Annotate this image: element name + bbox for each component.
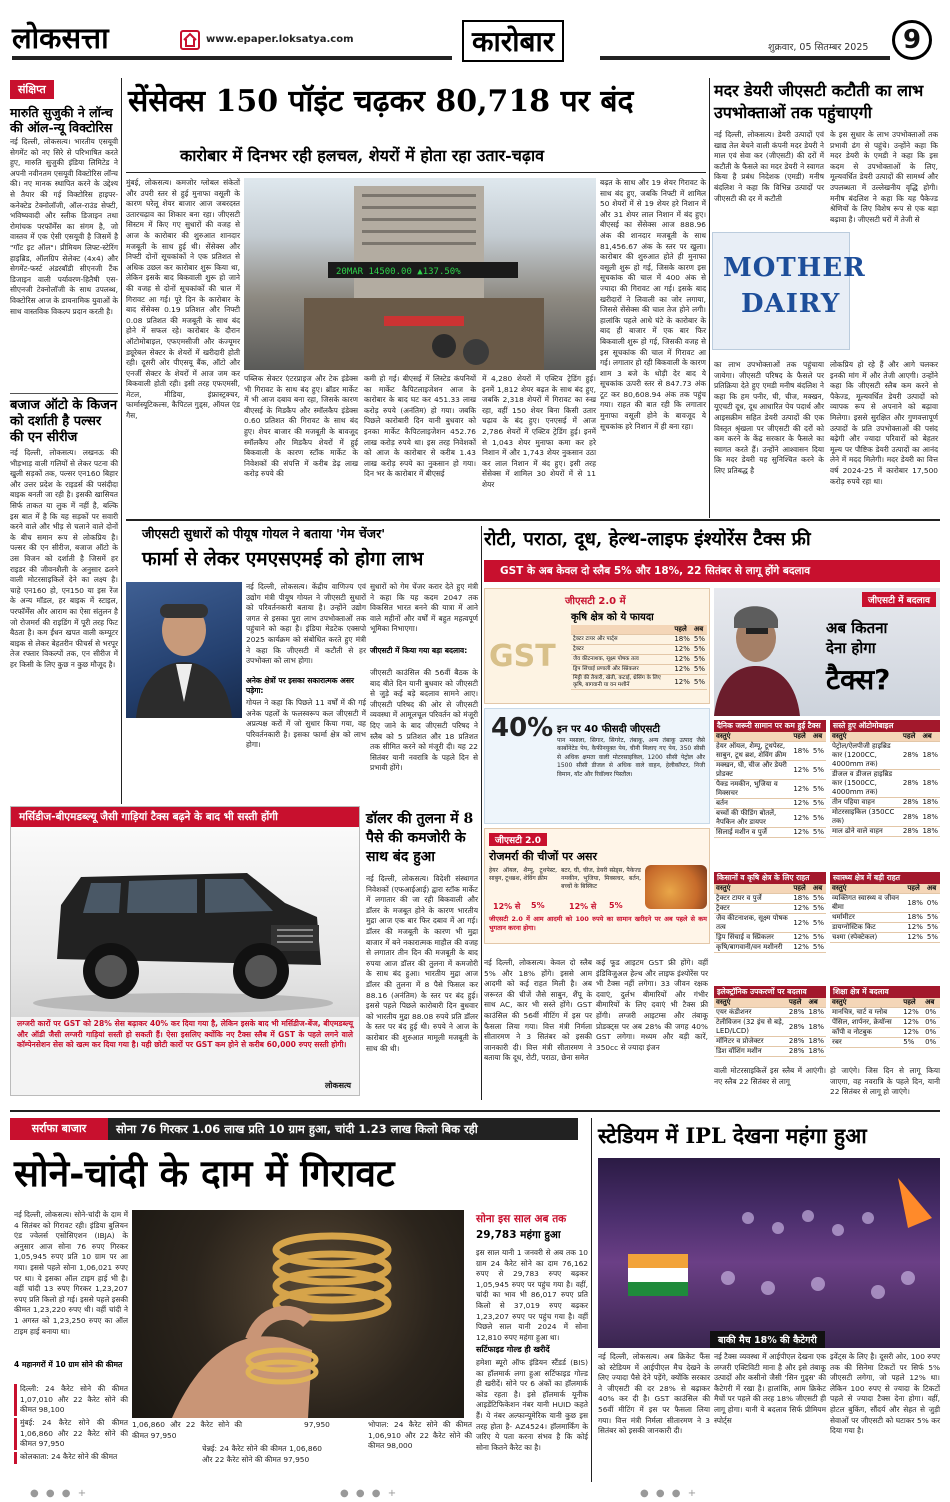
table-row: मक्खन, घी, चीज और डेयरी प्रोडक्ट 12% 5% (716, 761, 824, 778)
list-item: 1,06,860 और 22 कैरेट सोने की कीमत 97,950 (132, 1420, 242, 1440)
table-row: ट्रैक्टर 12% 5% (573, 645, 705, 653)
table-row: हेयर ऑयल, शैम्पू, टूथपेस्ट, साबुन, टूथ ब्रश, शेविंग क्रीम 18% 5% (716, 742, 824, 759)
sidebar-label: संक्षिप्त (10, 80, 54, 99)
sidebar-divider (121, 78, 122, 804)
lead-column-1: मुंबई, लोकसत्य। कमजोर ग्लोबल संकेतों और उपरी स्तर से हुई मुनाफा वसूली के कारण घरेलू शेयर बाजार आज जबरदस्त उतारचढ़ाव का शिकार बना रहा। जीएसटी सिस्टम में किए गए सुधारों की वजह से आज के कारोबार की शुरुआत शानदार मजबूती के साथ हुई थी। सेंसेक्स और निफ्टी दोनों सूचकांकों ने एक प्रतिशत से अधिक उछल कर कारोबार शुरू किया था, लेकिन इसके बाद बिकवाली शुरू हो जाने की वजह से दोनों सूचकांकों की चाल में गिरावट आ गई। पूरे दिन के कारोबार के बाद सेंसेक्स 0.19 प्रतिशत और निफ्टी 0.08 प्रतिशत की मजबूती के साथ बंद होने में सफल रहे। कारोबार के दौरान ऑटोमोबाइल, एफएमसीजी और कंज्यूमर ड्यूरेबल सेक्टर के शेयरों में खरीदारी होती रही। दूसरी ओर पीएसयू बैंक, ऑटो और एनर्जी सेक्टर के शेयरों में आज जम कर बिकवाली होती रही। इसी तरह एफएमसी, मेटल, मीडिया, इंफ्रास्ट्रक्चर, फार्मास्यूटिकल्स, कैपिटल गुड्स, ऑयल एंड गैस, (126, 178, 240, 421)
table-row: सिलाई मशीन व पुर्जे 12% 5% (716, 828, 824, 836)
bullion-ticker-text: सोना 76 गिरकर 1.06 लाख प्रति 10 ग्राम हुआ, चांदी 1.23 लाख किलो बिक रही (116, 1122, 478, 1136)
bullion-ticker (108, 1118, 578, 1140)
masthead-line-right (600, 56, 890, 60)
gst-agri-title: कृषि क्षेत्र को ये फायदा (571, 612, 654, 623)
table-row: कॉपी व नोटबुक 12% 0% (830, 1028, 940, 1038)
mother-dairy-logo (712, 232, 866, 350)
logo-word-2: DAIRY (741, 289, 841, 319)
car-box (10, 806, 360, 1096)
finance-minister-photo (714, 588, 804, 716)
sidebar-story-2-title: बजाज ऑटो के किजन को दर्शाती है पल्सर की एन सीरीज (10, 393, 118, 446)
table-row: पैक्ड नमकीन, भुजिया व मिक्सचर 12% 5% (716, 780, 824, 797)
gst-40-body: पान मसाला, सिगार, सिगरेट, तंबाकू, अन्य तंबाकू उत्पाद जैसे कार्बोनेटेड पेय, कैफीनयुक्त पेय, चीनी मिलाए गए पेय, 350 सीसी से अधिक क्षमता वाली मोटरसाइकिल, 1200 सीसी पेट्रोल और 1500 सीसी डीजल से अधिक वाले वाहन, हेलीकॉप्टर, निजी विमान, यॉट और रिवॉल्वर पिस्तौल। (557, 737, 705, 778)
gst-tax-title-3: टैक्स? (826, 663, 891, 696)
table-row: ट्रैक्टर टायर और पार्ट्स 18% 5% (573, 635, 705, 643)
table-title: किसानों व कृषि क्षेत्र के लिए राहत (714, 872, 826, 884)
dollar-headline: डॉलर की तुलना में 8 पैसे की कमजोरी के साथ बंद हुआ (366, 811, 474, 865)
list-item: 97,950 (304, 1420, 330, 1429)
mother-dairy-column-3: का लाभ उपभोक्ताओं तक पहुंचाया जायेगा। जीएसटी परिषद के फैसले पर प्रतिक्रिया देते हुए एमडी मनीष बंदलिश ने कहा कि हम पनीर, घी, चीज, मक्खन, यूएचटी दूध, दूध आधारित पेय पदार्थ और आइसक्रीम सहित डेयरी उत्पादों की एक विस्तृत श्रृंखला पर जीएसटी की दरों को कम करने के केंद्र सरकार के फैसले का स्वागत करते हैं। उन्होंने आश्वासन दिया कि मदर डेयरी यह सुनिश्चित करने के लिए प्रतिबद्ध है (714, 360, 824, 475)
gold-price-strip (132, 1420, 472, 1480)
pharma-column-1: नई दिल्ली, लोकसत्य। केंद्रीय वाणिज्य एवं उद्योग मंत्री पीयूष गोयल ने जीएसटी सुधारों को परिवर्तनकारी बताया है। उन्होंने उद्योग जगत से इसका पूरा लाभ उपभोक्ताओं तक पहुंचाने को कहा है। इंडिया मेडटेक एक्सपो 2025 कार्यक्रम को संबोधित करते हुए मंत्री ने कहा कि जीएसटी में कटौती से हर उपभोक्ता को लाभ होगा। (246, 582, 366, 666)
gold-subhead-1: सोना इस साल अब तक (476, 1213, 567, 1225)
gold-body-3: हमेशा ब्यूरो ऑफ इंडियन स्टैंडर्ड (BIS) का हॉलमार्क लगा हुआ सर्टिफाइड गोल्ड ही खरीदें। सोने पर 6 अंकों का हॉलमार्क कोड रहता है। इसे हॉलमार्क यूनीक आइडेंटिफिकेशन नंबर यानी HUID कहते हैं। ये नंबर अल्फान्यूमेरिक यानी कुछ इस तरह होता है- AZ4524। हॉलमार्किंग के जरिए ये पता करना संभव है कि कोई सोना कितने कैरेट का है। (476, 1358, 588, 1452)
gold-headline: सोने-चांदी के दाम में गिरावट (14, 1151, 395, 1195)
gst-letters: GST (489, 639, 556, 674)
mother-dairy-headline: मदर डेयरी जीएसटी कटौती का लाभ उपभोक्ताओं तक पहुंचाएगी (714, 81, 924, 122)
gst-daily-title: रोजमर्रा की चीजों पर असर (489, 850, 597, 863)
table-row: पेट्रोल/ऐलपीजी हाइब्रिड कार (1200CC, 4000mm तक) 28% 18% (832, 742, 938, 768)
section-name: कारोबार (462, 20, 564, 62)
pharma-subhead-1: अनेक क्षेत्रों पर इसका सकारात्मक असर पड़ेगा: (246, 676, 354, 695)
list-item: मुंबई: 24 कैरेट सोने की कीमत 1,06,860 और 22 कैरेट सोने की कीमत 97,950 (14, 1418, 128, 1450)
table-row: एयर कंडीशनर 28% 18% (716, 1008, 824, 1016)
mother-dairy-column-4: लोकप्रिय हो रहे हैं और आगे चलकर इनकी मांग में और तेजी आएगी। उन्होंने कहा कि जीएसटी स्लैब कम करने से पैकेज्ड, मूल्यवर्धित डेयरी उत्पादों को व्यापक रूप से अपनाने को बढ़ावा मिलेगा। इससे सुरक्षित और गुणवत्तापूर्ण उत्पादों के प्रति उपभोक्ताओं की पसंद बढ़ेगी और ज्यादा परिवारों को बेहतर मूल्य पर पौष्टिक डेयरी उत्पादों का आनंद लेने में मदद मिलेगी। मदर डेयरी का वित्त वर्ष 2024-25 में कारोबार 17,500 करोड़ रुपये रहा था। (830, 360, 938, 486)
table-row: डायग्नोस्टिक किट 12% 5% (832, 923, 938, 931)
table-row: डीजल व डीजल हाइब्रिड कार (1500CC, 4000mm तक) 28% 18% (832, 770, 938, 796)
gst-40-box (484, 708, 710, 824)
table-row: ट्रैक्टर टायर व पुर्जे 18% 5% (716, 894, 824, 902)
gst-tax-tag: जीएसटी में बदलाव (862, 592, 936, 607)
table-title: दैनिक जरूरी सामान पर कम हुई टैक्स (714, 720, 826, 732)
ipl-headline: स्टेडियम में IPL देखना महंगा हुआ (598, 1123, 867, 1148)
gst-daily-a-after: 5% (531, 901, 545, 910)
print-mark-dots: ● ● ● + (640, 1488, 699, 1499)
table-automobile: सस्ते हुए ऑटोमोबाइल वस्तुएं पहले अब पेट्रोल/ऐलपीजी हाइब्रिड कार (1200CC, 4000mm तक) 28% 18% डीजल व डीजल हाइब्रिड कार (1500CC, 4000mm तक) 28% 18% तीन पहिया वाहन 28% 18% मोटरसाइकिल (350CC तक) 28% 18% माल ढोने वाले वाहन 28% 18% (832, 721, 938, 835)
bottom-divider (591, 1118, 592, 1482)
lead-column-2: पब्लिक सेक्टर एंटरप्राइज और टेक इंडेक्स भी गिरावट के साथ बंद हुए। ब्रॉडर मार्केट में भी आज दबाव बना रहा, जिसके कारण बीएसई के मिडकैप और स्मॉलकैप इंडेक्स 0.60 प्रतिशत की गिरावट के साथ बंद हुए। शेयर बाजार की मजबूती के बावजूद स्मॉलकैप और मिडकैप शेयरों में हुई बिकवाली के कारण स्टॉक मार्केट के निवेशकों की संपत्ति में करीब डेढ़ लाख करोड़ रुपये की (244, 374, 358, 479)
lead-column-4: में 4,280 शेयरों में एक्टिव ट्रेडिंग हुई। इनमें 1,812 शेयर बढ़त के साथ बंद हुए, जबकि 2,318 शेयरों में गिरावट का रुख रहा, वहीं 150 शेयर बिना किसी उतार चढ़ाव के बंद हुए। एनएसई में आज 2,786 शेयरों में एक्टिव ट्रेडिंग हुई। इनमें से 1,043 शेयर मुनाफा कमा कर हरे निशान में और 1,743 शेयर नुकसान उठा कर लाल निशान में बंद हुए। इसी तरह सेंसेक्स में शामिल 30 शेयरों में से 11 शेयर (482, 374, 596, 489)
table-row: ड्रिप सिंचाई प्रणाली और स्प्रिंकलर 12% 5% (573, 665, 705, 673)
ipl-photo-tag: बाकी मैच 18% की कैटेगरी (710, 1331, 825, 1348)
table-title: शिक्षा क्षेत्र में बदलाव (830, 986, 940, 998)
table-row: डिश वॉशिंग मशीन 28% 18% (716, 1047, 824, 1055)
list-item: कोलकाता: 24 कैरेट सोने की कीमत (14, 1452, 128, 1464)
lead-column-5: बढ़त के साथ और 19 शेयर गिरावट के साथ बंद हुए, जबकि निफ्टी में शामिल 50 शेयरों में से 19 शेयर हरे निशान में और 31 शेयर लाल निशान में बंद हुए। बीएसई का सेंसेक्स आज 888.96 अंक की शानदार मजबूती के साथ 81,456.67 अंक के स्तर पर खुला। कारोबार की शुरुआत होते ही मुनाफा वसूली शुरू हो गई, जिसके कारण इस सूचकांक की चाल में 400 अंक से ज्यादा की गिरावट आ गई। इसके बाद खरीदारों ने लिवाली का जोर लगाया, जिससे सेंसेक्स की चाल तेज होने लगी। हालांकि पहले आधे घंटे के कारोबार के बाद ही बाजार में एक बार फिर बिकवाली शुरू हो गई, जिसकी वजह से इस सूचकांक की चाल में गिरावट आ गई। लगातार हो रही बिकवाली के कारण शाम 3 बजे के थोड़ी देर बाद ये सूचकांक ऊपरी स्तर से 847.73 अंक टूट कर 80,608.94 अंक तक पहुंच गया। राहत की बात रही कि लगातार मुनाफा वसूली होने के बावजूद ये सूचकांक हरे निशान में ही बना रहा। (600, 178, 707, 431)
gst-daily-a-before: 12% से (493, 902, 521, 911)
gst-daily-box (484, 828, 710, 944)
agri-th-before: पहले (672, 625, 692, 635)
table-row: ट्रैक्टर 12% 5% (716, 904, 824, 912)
table-title: सस्ते हुए ऑटोमोबाइल (830, 720, 940, 732)
table-row: कृषि/बागवानी/वन मशीनरी 12% 5% (716, 943, 824, 951)
agri-th-after: अब (692, 625, 707, 635)
gst-daily-b-before: 12% से (569, 902, 597, 911)
bullion-label: सर्राफा बाजार (10, 1118, 108, 1140)
table-row: मोटरसाइकिल (350CC तक) 28% 18% (832, 808, 938, 825)
car-banner: मर्सिडीज-बीएमडब्ल्यू जैसी गाड़ियां टैक्स बढ़ने के बाद भी सस्ती होंगी (11, 807, 359, 827)
issue-date: शुक्रवार, 05 सितम्बर 2025 (768, 42, 869, 53)
gold-subhead-3: सर्टिफाइड गोल्ड ही खरीदें (476, 1345, 550, 1354)
gst-daily-tag: जीएसटी 2.0 (489, 833, 547, 846)
table-row: मॉनिटर व प्रोजेक्टर 28% 18% (716, 1037, 824, 1045)
middle-divider (481, 526, 482, 1100)
table-education: शिक्षा क्षेत्र में बदलाव वस्तुएं पहले अब मानचित्र, चार्ट व ग्लोब 12% 0% पेंसिल, शार्पनर, क्रेयॉन्स 12% 0% कॉपी व नोटबुक 12% 0% रबर 5% 0% (830, 986, 940, 1048)
gold-jewellery-photo (132, 1210, 464, 1418)
svg-text:20MAR 14500.00 ▲137.50%: 20MAR 14500.00 ▲137.50% (336, 267, 461, 277)
lead-subhead: कारोबार में दिनभर रही हलचल, शेयरों में होता रहा उतार-चढ़ाव (180, 146, 544, 165)
table-row: पेंसिल, शार्पनर, क्रेयॉन्स 12% 0% (830, 1018, 940, 1028)
gst-story-column-3: वाली मोटरसाइकिलें इस स्लैब में आएंगी। नए स्लैब 22 सितंबर से लागू (714, 1066, 826, 1086)
mother-dairy-column-2a: के इस सुधार के लाभ उपभोक्ताओं तक प्रभावी ढंग से पहुंचे। उन्होंने कहा कि मदर डेयरी के एमडी ने कहा कि इस कदम से उपभोक्ताओं के लिए, मूल्यवर्धित डेयरी उत्पादों की सामर्थ्य और उपलब्धता में उल्लेखनीय वृद्धि होगी। मनीष बंदलिश ने कहा कि यह पैकेज्ड श्रेणियों के लिए विशेष रूप से एक बड़ा बढ़ावा है। जीएसटी घरों में तेजी से (830, 130, 938, 224)
gold-metro-list (14, 1384, 128, 1464)
gst-bar: GST के अब केवल दो स्लैब 5% और 18%, 22 सितंबर से लागू होंगे बदलाव (484, 560, 940, 582)
lead-headline: सेंसेक्स 150 पॉइंट चढ़कर 80,718 पर बंद (128, 84, 634, 119)
gst-agri-table (571, 625, 707, 690)
table-row: बच्चों की फीडिंग बोतलें, नैपकिन और डायपर 12% 5% (716, 809, 824, 826)
gold-body-2: इस साल यानी 1 जनवरी से अब तक 10 ग्राम 24 कैरेट सोने का दाम 76,162 रुपए से 29,783 रुपए बढ़कर 1,05,945 रुपए पर पहुंच गया है। वहीं, चांदी का भाव भी 86,017 रुपए प्रति किलो से 37,019 रुपए बढ़कर 1,23,207 रुपए पर पहुंच गया है। वहीं पिछले साल यानी 2024 में सोना 12,810 रुपए महंगा हुआ था। (476, 1248, 588, 1342)
dollar-body: नई दिल्ली, लोकसत्य। विदेशी संस्थागत निवेशकों (एफआईआई) द्वारा स्टॉक मार्केट में लगातार की जा रही बिकवाली और डॉलर के मजबूत होने के कारण भारतीय मुद्रा आज एक बार फिर दबाव में आ गई। डॉलर की मजबूती के कारण भी मुद्रा बाजार में बने नकारात्मक माहौल की वजह से लगातार तीन दिन की मजबूती के बाद रुपया आज डॉलर की तुलना में कमजोरी के साथ बंद हुआ। भारतीय मुद्रा आज डॉलर की तुलना में 8 पैसे फिसल कर 88.16 (अनंतिम) के स्तर पर बंद हुई। इससे पहले पिछले कारोबारी दिन बुधवार को भारतीय मुद्रा 88.08 रुपये प्रति डॉलर के स्तर पर बंद हुई थी। रुपये ने आज के कारोबार की शुरुआत मामूली मजबूती के साथ की थी। (366, 874, 478, 1053)
car-caption: लग्जरी कारों पर GST को 28% सेस बढ़ाकर 40% कर दिया गया है, लेकिन इसके बाद भी मर्सिडीज-बेंज, बीएमडब्ल्यू और ऑडी जैसी लग्जरी गाड़ियां सस्ती हो सकती हैं। ऐसा इसलिए क्योंकि नए टैक्स स्लैब में GST के पहले लगने वाले कॉम्पेनसेशन सेस को खत्म कर दिया गया है। यही छोटी कारों पर GST कम होने से करीब 60,000 रुपए सस्ती होगी। (17, 1019, 353, 1050)
gst-daily-a: हेयर ऑयल, शैम्पू, टूथपेस्ट, साबुन, टूथब्रश, शेविंग क्रीम (489, 867, 557, 882)
table-row: टेलीविजन (32 इंच से बड़े, LED/LCD) 28% 18% (716, 1018, 824, 1035)
gst-story-column-4: हो जाएंगे। जिस दिन से लागू किया जाएगा, वह नवरात्रि के पहले दिन, यानी 22 सितंबर से लागू हो जाएंगे। (830, 1066, 940, 1097)
gst-story-column-2: कई फूड आइटम GST फ्री होंगे। वहीं इंडिविजुअल हेल्थ और लाइफ इंश्योरेंस पर भी टैक्स नहीं लगेगा। 33 जीवन रक्षक दवाएं, दुर्लभ बीमारियों और गंभीर बीमारियों के लिए दवाएं भी टैक्स फ्री होंगी। लग्जरी आइटम्स और तंबाकू प्रोडक्ट्स पर अब 28% की जगह 40% GST लगेगा। मध्यम और बड़ी कारें, 350cc से ज्यादा इंजन (596, 958, 708, 1052)
table-row: मिट्टी की तैयारी, खेती, कटाई, थ्रेसिंग के लिए कृषि, बागवानी या वन मशीनें 12% 5% (573, 675, 705, 688)
website-url[interactable]: www.epaper.loksatya.com (206, 34, 354, 45)
ipl-column-3: इवेंट्स के लिए है। दूसरी ओर, 100 रुपए तक की सिनेमा टिकटों पर सिर्फ 5% जीएसटी लगेगा, जो पहले 12% था। लेकिन 100 रुपए से ज्यादा के टिकटों पहले से ज्यादा टैक्स देना होगा। वहीं, होटल बुकिंग, सौंदर्य और सेहत से जुड़ी सेवाओं पर जीएसटी को घटाकर 5% कर दिया गया है। (830, 1352, 940, 1436)
mother-dairy-column-1: नई दिल्ली, लोकसत्य। डेयरी उत्पादों एवं खाद्य तेल बेचने वाली कंपनी मदर डेयरी ने माल एवं सेवा कर (जीएसटी) की दरों में कटौती के फैसले का मदर डेयरी ने स्वागत किया है प्रबंध निदेशक (एमडी) मनीष बंदलिश ने कहा कि विभिन्न उत्पादों पर जीएसटी की दर में कटौती (714, 130, 824, 203)
gold-subhead-2: 29,783 महंगा हुआ (476, 1229, 561, 1241)
table-row: व्यक्तिगत स्वास्थ्य व जीवन बीमा 18% 0% (832, 894, 938, 911)
sidebar-story-2-body: नई दिल्ली, लोकसत्य। लखनऊ की भीड़भाड़ वाली गलियों से लेकर पटना की खुली सड़कों तक, पल्सर एन160 बिहार और उत्तर प्रदेश के राइडर्स की पसंदीदा बाइक बनती जा रही है। इसकी खासियत सिर्फ ताकत या लुक में नहीं है, बल्कि इस बात में है कि यह सड़कों पर सवारी करने वाले और भीड़ से चलाने वाले दोनों के बीच समान रूप से लोकप्रिय है। पल्सर की एन सीरीज, बजाज ऑटो के उस विजन को दर्शाती है जिसमें हर राइडर की जीवनशैली के अनुसार ढलने वाली मोटरसाइकिलें देने का लक्ष्य है। चाहे एन160 हो, एन150 या इस रेंज के अन्य मॉडल, हर बाइक में स्टाइल, परफॉर्मेंस और आराम का ऐसा संतुलन है जो रोजमर्रा की राइडिंग में पूरी तरह फिट बैठता है। कम ईंधन खपत वाली कम्यूटर बाइक से लेकर बेहतरीन फीचर्स से भरपूर तेज रफ्तार विकल्पों तक, एन सीरीज में हर किसी के लिए कुछ न कुछ मौजूद है। (10, 448, 118, 669)
table-row: मानचित्र, चार्ट व ग्लोब 12% 0% (830, 1008, 940, 1018)
piyush-goyal-photo (126, 582, 242, 718)
table-row: जैव कीटनाशक, सूक्ष्म पोषक तत्व 12% 5% (716, 914, 824, 931)
table-row: चश्मा (स्पेक्टेकल) 12% 5% (832, 933, 938, 941)
table-agriculture: किसानों व कृषि क्षेत्र के लिए राहत वस्तुएं पहले अब ट्रैक्टर टायर व पुर्जे 18% 5% ट्रैक्टर 12% 5% जैव कीटनाशक, सूक्ष्म पोषक तत्व 12% 5% ड्रिप सिंचाई व स्प्रिंकलर 12% 5% कृषि/बागवानी/वन मशीनरी 12% 5% (716, 873, 824, 951)
gst-agri-tag: जीएसटी 2.0 में (565, 596, 626, 607)
gst-daily-note: जीएसटी 2.0 में आम आदमी को 100 रुपये का सामान खरीदने पर अब पहले से कम भुगतान करना होगा। (489, 915, 707, 932)
groceries-image (645, 865, 707, 909)
paper-name: लोकसत्ता (12, 21, 109, 55)
masthead-line-left (12, 56, 452, 60)
pharma-kicker: जीएसटी सुधारों को पीयूष गोयल ने बताया 'गेम चेंजर' (142, 526, 386, 541)
sidebar-story-1-body: नई दिल्ली, लोकसत्य। भारतीय एसयूवी सेगमेंट को नए सिरे से परिभाषित करते हुए, मारुति सुजुकी इंडिया लिमिटेड ने अपनी नवीनतम एसयूवी विक्टोरिस लॉन्च की। नए मानक स्थापित करने के उद्देश्य से तैयार की गई विक्टोरिस हाइपर-कनेक्टेड टेक्नोलॉजी, ऑल-राउंड सेफ्टी, भविष्यवादी और स्लीक डिजाइन तथा रोमांचक परफॉर्मेंस का संगम है, जो वास्तव में एक ऐसी एसयूवी है जिसमें है "गॉट इट ऑल"। प्रीमियम लिफ्ट-स्टेरिंग हाइब्रिड, ऑलग्रिप सेलेक्ट (4x4) और सेगमेंट-फर्स्ट अंडरबॉडी सीएनजी टैंक डिजाइन वाली पर्यावरण-हितैषी एस-सीएनजी टेक्नोलॉजी के साथ उपलब्ध, विक्टोरिस आज के डायनामिक युवाओं के साथ वास्तविक विकल्प प्रदान करती है। (10, 137, 118, 316)
ipl-column-1: नई दिल्ली, लोकसत्य। अब क्रिकेट फैंस को स्टेडियम में आईपीएल मैच देखने के लिए ज्यादा पैसे देने पड़ेंगे, क्योंकि सरकार ने जीएसटी की दर 28% से बढ़ाकर 40% कर दी है। GST काउंसिल की 56वीं मीटिंग में इस पर फैसला लिया गया। वित्त मंत्री निर्मला सीतारमण ने 3 सितंबर को इसकी जानकारी दी। (598, 1352, 710, 1436)
table-row: तीन पहिया वाहन 28% 18% (832, 798, 938, 806)
print-mark-dots: ● ● ● + (30, 1488, 89, 1499)
car-credit: लोकसत्य (324, 1081, 351, 1090)
list-item: दिल्ली: 24 कैरेट सोने की कीमत 1,07,010 और 22 कैरेट सोने की कीमत 98,100 (14, 1384, 128, 1416)
gold-body: नई दिल्ली, लोकसत्य। सोने-चांदी के दाम में 4 सितंबर को गिरावट रही। इंडिया बुलियन एंड ज्वेलर्स एसोसिएशन (IBJA) के अनुसार आज सोना 76 रुपए गिरकर 1,05,945 रुपए प्रति 10 ग्राम पर आ गया। इससे पहले सोना 1,06,021 रुपए पर था। ये इसका ऑल टाइम हाई भी है। वहीं चांदी 13 रुपए गिरकर 1,23,207 रुपए प्रति किलो हो गई। इससे पहले इसकी कीमत 1,23,220 रुपए थी। वहीं चांदी ने 1 अगस्त को 1,23,250 रुपए का ऑल टाइम हाई बनाया था। (14, 1210, 128, 1336)
table-title: स्वास्थ्य क्षेत्र में बड़ी राहत (830, 872, 940, 884)
table-title: इलेक्ट्रॉनिक उपकरणों पर बदलाव (714, 986, 826, 998)
pharma-headline: फार्मा से लेकर एमएसएमई को होगा लाभ (142, 548, 424, 570)
gst-tax-promo (714, 588, 940, 716)
print-marks (0, 1486, 950, 1502)
page-number: 9 (892, 20, 932, 60)
lead-rule (126, 172, 706, 173)
table-daily-goods: दैनिक जरूरी सामान पर कम हुई टैक्स वस्तुएं पहले अब हेयर ऑयल, शैम्पू, टूथपेस्ट, साबुन, टूथ ब्रश, शेविंग क्रीम 18% 5% मक्खन, घी, चीज और डेयरी प्रोडक्ट 12% 5% पैक्ड नमकीन, भुजिया व मिक्सचर 12% 5% बर्तन 12% 5% बच्चों की फीडिंग बोतलें, नैपकिन और डायपर 12% 5% सिलाई मशीन व पुर्जे 12% 5% (716, 721, 824, 836)
gst-story-column-1: नई दिल्ली, लोकसत्य। केवल दो स्लैब 5% और 18% होंगे। इससे आम आदमी को कई राहत मिली है। अब जरूरत की चीजें जैसे साबुन, शैंपू के साथ AC, कार भी सस्ते होंगे। GST काउंसिल की 56वीं मीटिंग में इस पर फैसला लिया गया। वित्त मंत्री निर्मला सीतारमण ने 3 सितंबर को इसकी जानकारी दी। वित्त मंत्री सीतारमण ने बताया कि दूध, रोटी, पराठा, छेना समेत (484, 958, 592, 1063)
list-item: चेन्नई: 24 कैरेट सोने की कीमत 1,06,860 और 22 कैरेट सोने की कीमत 97,950 (202, 1444, 322, 1464)
list-item: भोपाल: 24 कैरेट सोने की कीमत 1,06,910 और 22 कैरेट सोने की कीमत 98,000 (368, 1420, 472, 1451)
pharma-subhead-2: जीएसटी में किया गया बड़ा बदलाव: (370, 646, 468, 655)
upper-band-rule (126, 519, 940, 521)
table-electronics: इलेक्ट्रॉनिक उपकरणों पर बदलाव वस्तुएं पहले अब एयर कंडीशनर 28% 18% टेलीविजन (32 इंच से बड़े, LED/LCD) 28% 18% मॉनिटर व प्रोजेक्टर 28% 18% डिश वॉशिंग मशीन 28% 18% (716, 987, 824, 1055)
pharma-column-3: सुधारों को गेम चेंजर करार देते हुए मंत्री ने कहा कि यह कदम 2047 तक विकसित भारत बनने की यात्रा में आने वाले महीनों और वर्षों में बहुत महत्वपूर्ण भूमिका निभाएगा। (370, 582, 478, 634)
logo-word-1: MOTHER (723, 253, 866, 283)
gst-daily-b-after: 5% (609, 901, 623, 910)
table-row: बर्तन 12% 5% (716, 799, 824, 807)
agri-th-item (571, 625, 672, 635)
sidebar-story-1-title: मारुति सुजुकी ने लॉन्च की ऑल-न्यू विक्टोरिस (10, 105, 113, 135)
gst-daily-b: बटर, घी, चीज, डेयरी स्प्रेड्स, पैकेज्ड नमकीन, भुजिया, मिक्सचर, बर्तन, बच्चों के बिस्किट (561, 867, 641, 890)
pharma-column-3b: जीएसटी काउंसिल की 56वीं बैठक के बाद बीते दिन यानी बुधवार को जीएसटी से जुड़े कई बड़े बदलाव सामने आए। जीएसटी परिषद की ओर से जीएसटी व्यवस्था में आमूलचूल परिवर्तन को मंजूरी दिए जाने के बाद जीएसटी परिषद ने स्लैब को 5 प्रतिशत और 18 प्रतिशत तक सीमित करने को मंजूरी दी। यह 22 सितंबर यानी नवरात्रि के पहले दिन से प्रभावी होंगे। (370, 668, 478, 773)
gst-tax-title-1: अब कितना (826, 619, 888, 637)
ipl-stadium-photo (598, 1158, 940, 1348)
table-row: जैव कीटनाशक, सूक्ष्म पोषक तत्व 12% 5% (573, 655, 705, 663)
gst-tax-title-2: देना होगा (826, 639, 876, 657)
stock-exchange-photo (244, 178, 596, 370)
table-row: माल ढोने वाले वाहन 28% 18% (832, 827, 938, 835)
gst-agri-box (484, 588, 710, 704)
gst-headline: रोटी, पराठा, दूध, हेल्थ-लाइफ इंश्योरेंस टैक्स फ्री (484, 529, 811, 550)
table-row: ड्रिप सिंचाई व स्प्रिंकलर 12% 5% (716, 933, 824, 941)
mercedes-car-photo (11, 827, 359, 1017)
home-icon[interactable] (180, 30, 200, 50)
masthead (0, 0, 950, 74)
lower-band-rule (10, 1110, 940, 1112)
table-health: स्वास्थ्य क्षेत्र में बड़ी राहत वस्तुएं पहले अब व्यक्तिगत स्वास्थ्य व जीवन बीमा 18% 0% थर्मामीटर 18% 5% डायग्नोस्टिक किट 12% 5% चश्मा (स्पेक्टेकल) 12% 5% (832, 873, 938, 941)
print-mark-dots: ● ● ● + (340, 1488, 399, 1499)
gst-40-title: इन पर 40 फीसदी जीएसटी (557, 724, 660, 735)
gold-metro-title: 4 महानगरों में 10 ग्राम सोने की कीमत (14, 1360, 123, 1369)
lead-column-3: कमी हो गई। बीएसई में लिस्टेड कंपनियों का मार्केट कैपिटलाइजेशन आज के कारोबार के बाद घट कर 451.33 लाख करोड़ रुपये (अनंतिम) हो गया। जबकि पिछले कारोबारी दिन यानी बुधवार को इनका मार्केट कैपिटलाइजेशन 452.76 लाख करोड़ रुपये था। इस तरह निवेशकों को आज के कारोबार से करीब 1.43 लाख करोड़ रुपये का नुकसान हो गया। दिन भर के कारोबार में बीएसई (364, 374, 476, 479)
ipl-column-2: नई टैक्स व्यवस्था में आईपीएल देखना एक लग्जरी एक्टिविटी माना है और इसे तंबाकू उत्पादों और कसीनो जैसी 'सिन गुड्स' की कैटेगरी में रखा है। हालांकि, आम क्रिकेट मैचों पर पहले की तरह 18% जीएसटी ही लागू होगा। यानी ये बदलाव सिर्फ प्रीमियम स्पोर्ट्स (714, 1352, 826, 1425)
gst-40-percent: 40% (491, 713, 554, 743)
pharma-column-1b: गोयल ने कहा कि पिछले 11 वर्षों में की गई अनेक पहलों के फलस्वरूप कल जीएसटी में अप्रत्यक्ष करों में जो सुधार किया गया, वह परिवर्तनकारी है। इसका फार्मा क्षेत्र को लाभ होगा। (246, 698, 366, 750)
lead-divider-right (709, 78, 710, 518)
table-row: रबर 5% 0% (830, 1038, 940, 1048)
table-row: थर्मामीटर 18% 5% (832, 913, 938, 921)
sidebar (10, 78, 118, 880)
